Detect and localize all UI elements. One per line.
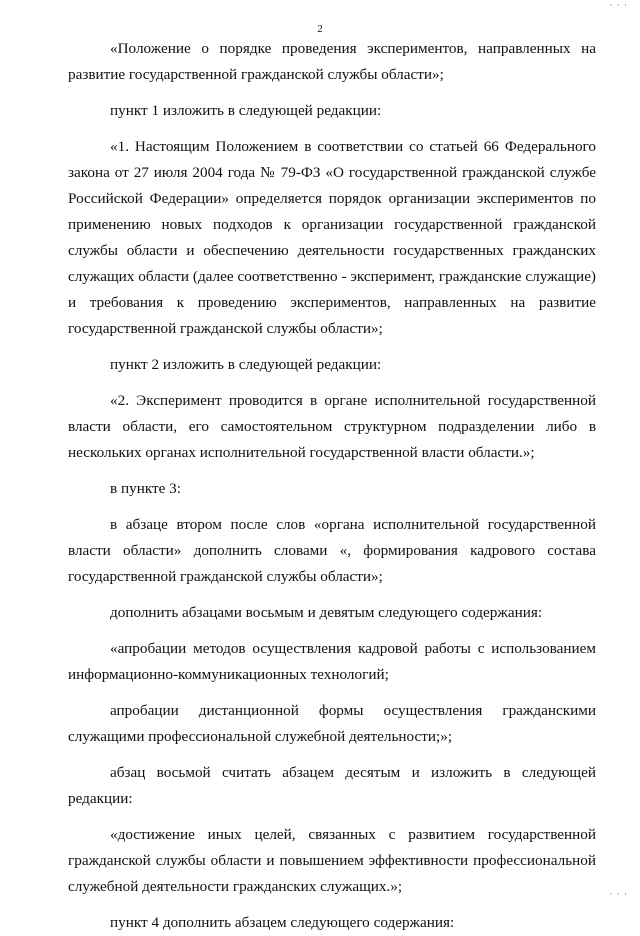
paragraph-point-3-amendment: в абзаце втором после слов «органа исполнительной государственной власти области» дополнить словами «, формирования кадрового состава государственной гражданской службы области»;: [68, 516, 596, 585]
paragraph-approbation-remote: апробации дистанционной формы осуществления гражданскими служащими профессиональной служебной деятельности;»;: [68, 702, 596, 745]
paragraph-point-4-instruction: пункт 4 дополнить абзацем следующего содержания:: [110, 914, 455, 931]
scan-corner-mark: · · ·: [609, 0, 628, 10]
paragraph-regulation-title: «Положение о порядке проведения экспериментов, направленных на развитие государственной гражданской службы области»;: [68, 40, 596, 83]
paragraph-point-2-text: «2. Эксперимент проводится в органе исполнительной государственной власти области, его самостоятельном структурном подразделении либо в нескольких органах исполнительной государственной власти области.»;: [68, 392, 596, 461]
paragraph-point-2-instruction: пункт 2 изложить в следующей редакции:: [110, 356, 382, 373]
paragraph-other-goals: «достижение иных целей, связанных с развитием государственной гражданской службы области и повышением эффективности профессиональной служебной деятельности гражданских служащих.»;: [68, 826, 596, 895]
page-number: 2: [317, 23, 323, 35]
paragraph-point-1-instruction: пункт 1 изложить в следующей редакции:: [110, 102, 382, 119]
paragraph-approbation-it: «апробации методов осуществления кадровой работы с использованием информационно-коммуникационных технологий;: [68, 640, 596, 683]
paragraph-add-subparagraphs: дополнить абзацами восьмым и девятым следующего содержания:: [110, 604, 543, 621]
scan-corner-mark-bottom: · · ·: [609, 889, 628, 899]
document-body: [68, 36, 596, 936]
paragraph-point-1-text: «1. Настоящим Положением в соответствии со статьей 66 Федерального закона от 27 июля 2004 года № 79-ФЗ «О государственной гражданской службе Российской Федерации» определяется порядок организации экспериментов по применению новых подходов к организации государственной гражданской службы области и обеспечению деятельности государственных гражданских служащих области (далее соответственно - эксперимент, гражданские служащие) и требования к проведению экспериментов, направленных на развитие государственной гражданской службы области»;: [68, 138, 596, 337]
paragraph-point-3-heading: в пункте 3:: [110, 480, 181, 497]
paragraph-renumber-instruction: абзац восьмой считать абзацем десятым и изложить в следующей редакции:: [68, 764, 596, 807]
